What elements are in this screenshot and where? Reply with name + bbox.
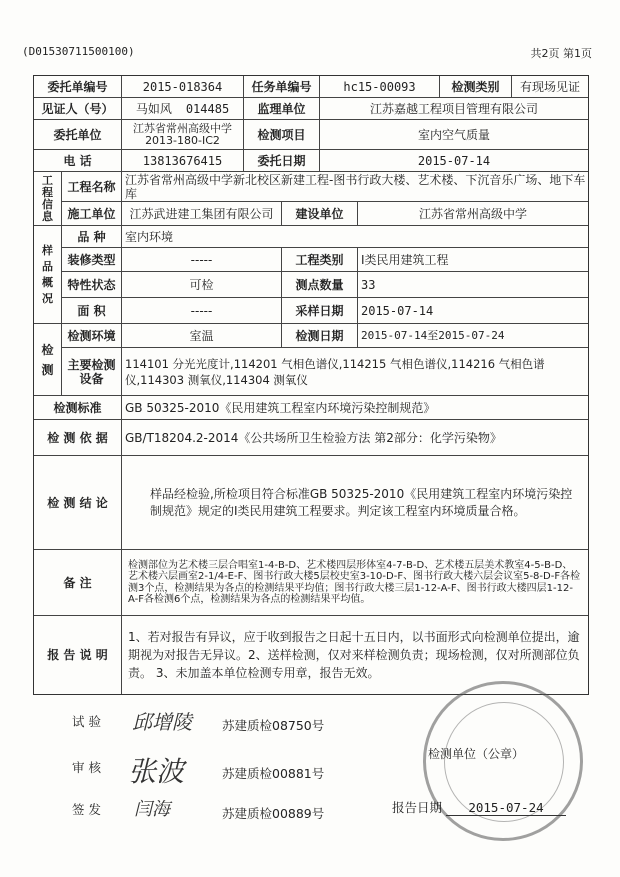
order-date-value: 2015-07-14: [320, 150, 588, 172]
standard-label: 检测标准: [34, 396, 122, 420]
sample-date-label: 采样日期: [282, 298, 358, 324]
reviewer-cert: 苏建质检00881号: [222, 766, 325, 781]
test-item-label: 检测项目: [244, 120, 320, 150]
order-date-label: 委托日期: [244, 150, 320, 172]
tester-signature: 邱增陵: [132, 710, 192, 734]
task-no-value: hc15-00093: [320, 76, 440, 98]
tester-cert: 苏建质检08750号: [222, 718, 325, 733]
test-date-value: 2015-07-14至2015-07-24: [358, 324, 588, 348]
points-label: 测点数量: [282, 272, 358, 298]
owner-value: 江苏省常州高级中学: [358, 202, 588, 226]
test-category-label: 检测类别: [440, 76, 512, 98]
phone-label: 电 话: [34, 150, 122, 172]
report-table: [33, 75, 589, 695]
reviewer-label: 审 核: [72, 760, 101, 775]
project-group-label: 工程信息: [34, 172, 62, 226]
state-label: 特性状态: [62, 272, 122, 298]
test-date-label: 检测日期: [282, 324, 358, 348]
page-info: 共2页 第1页: [530, 47, 592, 60]
supervisor-label: 监理单位: [244, 98, 320, 120]
test-env-value: 室温: [122, 324, 282, 348]
owner-label: 建设单位: [282, 202, 358, 226]
standard-value: GB 50325-2010《民用建筑工程室内环境污染控制规范》: [122, 396, 588, 420]
equipment-value: 114101 分光光度计,114201 气相色谱仪,114215 气相色谱仪,114216 气相色谱仪,114303 测氧仪,114304 测氧仪: [122, 348, 588, 396]
task-no-label: 任务单编号: [244, 76, 320, 98]
report-date: [392, 798, 566, 816]
remarks-label: 备 注: [34, 550, 122, 616]
variety-value: 室内环境: [122, 226, 588, 248]
equipment-label: 主要检测设备: [62, 348, 122, 396]
witness-label: 见证人（号）: [34, 98, 122, 120]
phone-value: 13813676415: [122, 150, 244, 172]
area-label: 面 积: [62, 298, 122, 324]
order-no-label: 委托单编号: [34, 76, 122, 98]
state-value: 可检: [122, 272, 282, 298]
test-env-label: 检测环境: [62, 324, 122, 348]
client-label: 委托单位: [34, 120, 122, 150]
project-name-value: 江苏省常州高级中学新北校区新建工程-图书行政大楼、艺术楼、下沉音乐广场、地下车库: [122, 172, 588, 202]
test-group-label: 检测: [34, 324, 62, 396]
builder-value: 江苏武进建工集团有限公司: [122, 202, 282, 226]
witness-number: 014485: [185, 101, 230, 116]
report-note-value: 1、若对报告有异议，应于收到报告之日起十五日内，以书面形式向检测单位提出，逾期视为对报告无异议。2、送样检测，仅对来样检测负责；现场检测，仅对所测部位负责。 3、未加盖本单位检测专用章，报告无效。: [128, 630, 580, 680]
document-code: (D01530711500100): [22, 45, 135, 58]
decoration-type-label: 装修类型: [62, 248, 122, 272]
unit-seal-label: 检测单位（公章）: [428, 747, 525, 761]
reviewer-signature: 张波: [128, 755, 185, 788]
variety-label: 品 种: [62, 226, 122, 248]
remarks-value: 检测部位为艺术楼三层合唱室1-4-B-D、艺术楼四层形体室4-7-B-D、艺术楼五层美术教室4-5-B-D、艺术楼六层画室2-1/4-E-F、图书行政大楼5层校史室3-10-D-F、图书行政大楼六层会议室5-8-D-F各检测3个点，检测结果为各点的检测结果平均值；图书行政大楼三层1-12-A-F、图书行政大楼四层1-12-A-F各检测6个点，检测结果为各点的检测结果平均值。: [122, 550, 588, 616]
witness-value: [122, 98, 244, 120]
project-name-label: 工程名称: [62, 172, 122, 202]
report-date-label: 报告日期: [392, 800, 443, 815]
report-date-value: 2015-07-24: [446, 800, 566, 816]
points-value: 33: [358, 272, 588, 298]
basis-label: 检 测 依 据: [34, 420, 122, 456]
test-category-value: 有现场见证: [512, 76, 588, 98]
issuer-cert: 苏建质检00889号: [222, 806, 325, 821]
tester-label: 试 验: [72, 714, 101, 729]
order-no-value: 2015-018364: [122, 76, 244, 98]
client-value: 江苏省常州高级中学2013-180-IC2: [122, 120, 244, 150]
issuer-label: 签 发: [72, 802, 101, 817]
conclusion-value: 样品经检验,所检项目符合标准GB 50325-2010《民用建筑工程室内环境污染控制规范》规定的Ⅰ类民用建筑工程要求。判定该工程室内环境质量合格。: [122, 456, 588, 550]
conclusion-label: 检 测 结 论: [34, 456, 122, 550]
builder-label: 施工单位: [62, 202, 122, 226]
project-type-value: Ⅰ类民用建筑工程: [358, 248, 588, 272]
test-item-value: 室内空气质量: [320, 120, 588, 150]
area-value: -----: [122, 298, 282, 324]
sample-date-value: 2015-07-14: [358, 298, 588, 324]
project-type-label: 工程类别: [282, 248, 358, 272]
witness-name: 马如风: [135, 101, 172, 116]
supervisor-value: 江苏嘉越工程项目管理有限公司: [320, 98, 588, 120]
decoration-type-value: -----: [122, 248, 282, 272]
sample-group-label: 样品概况: [34, 226, 62, 324]
basis-value: GB/T18204.2-2014《公共场所卫生检验方法 第2部分：化学污染物》: [122, 420, 588, 456]
issuer-signature: 闫海: [134, 799, 170, 820]
report-note-label: 报 告 说 明: [34, 616, 122, 694]
